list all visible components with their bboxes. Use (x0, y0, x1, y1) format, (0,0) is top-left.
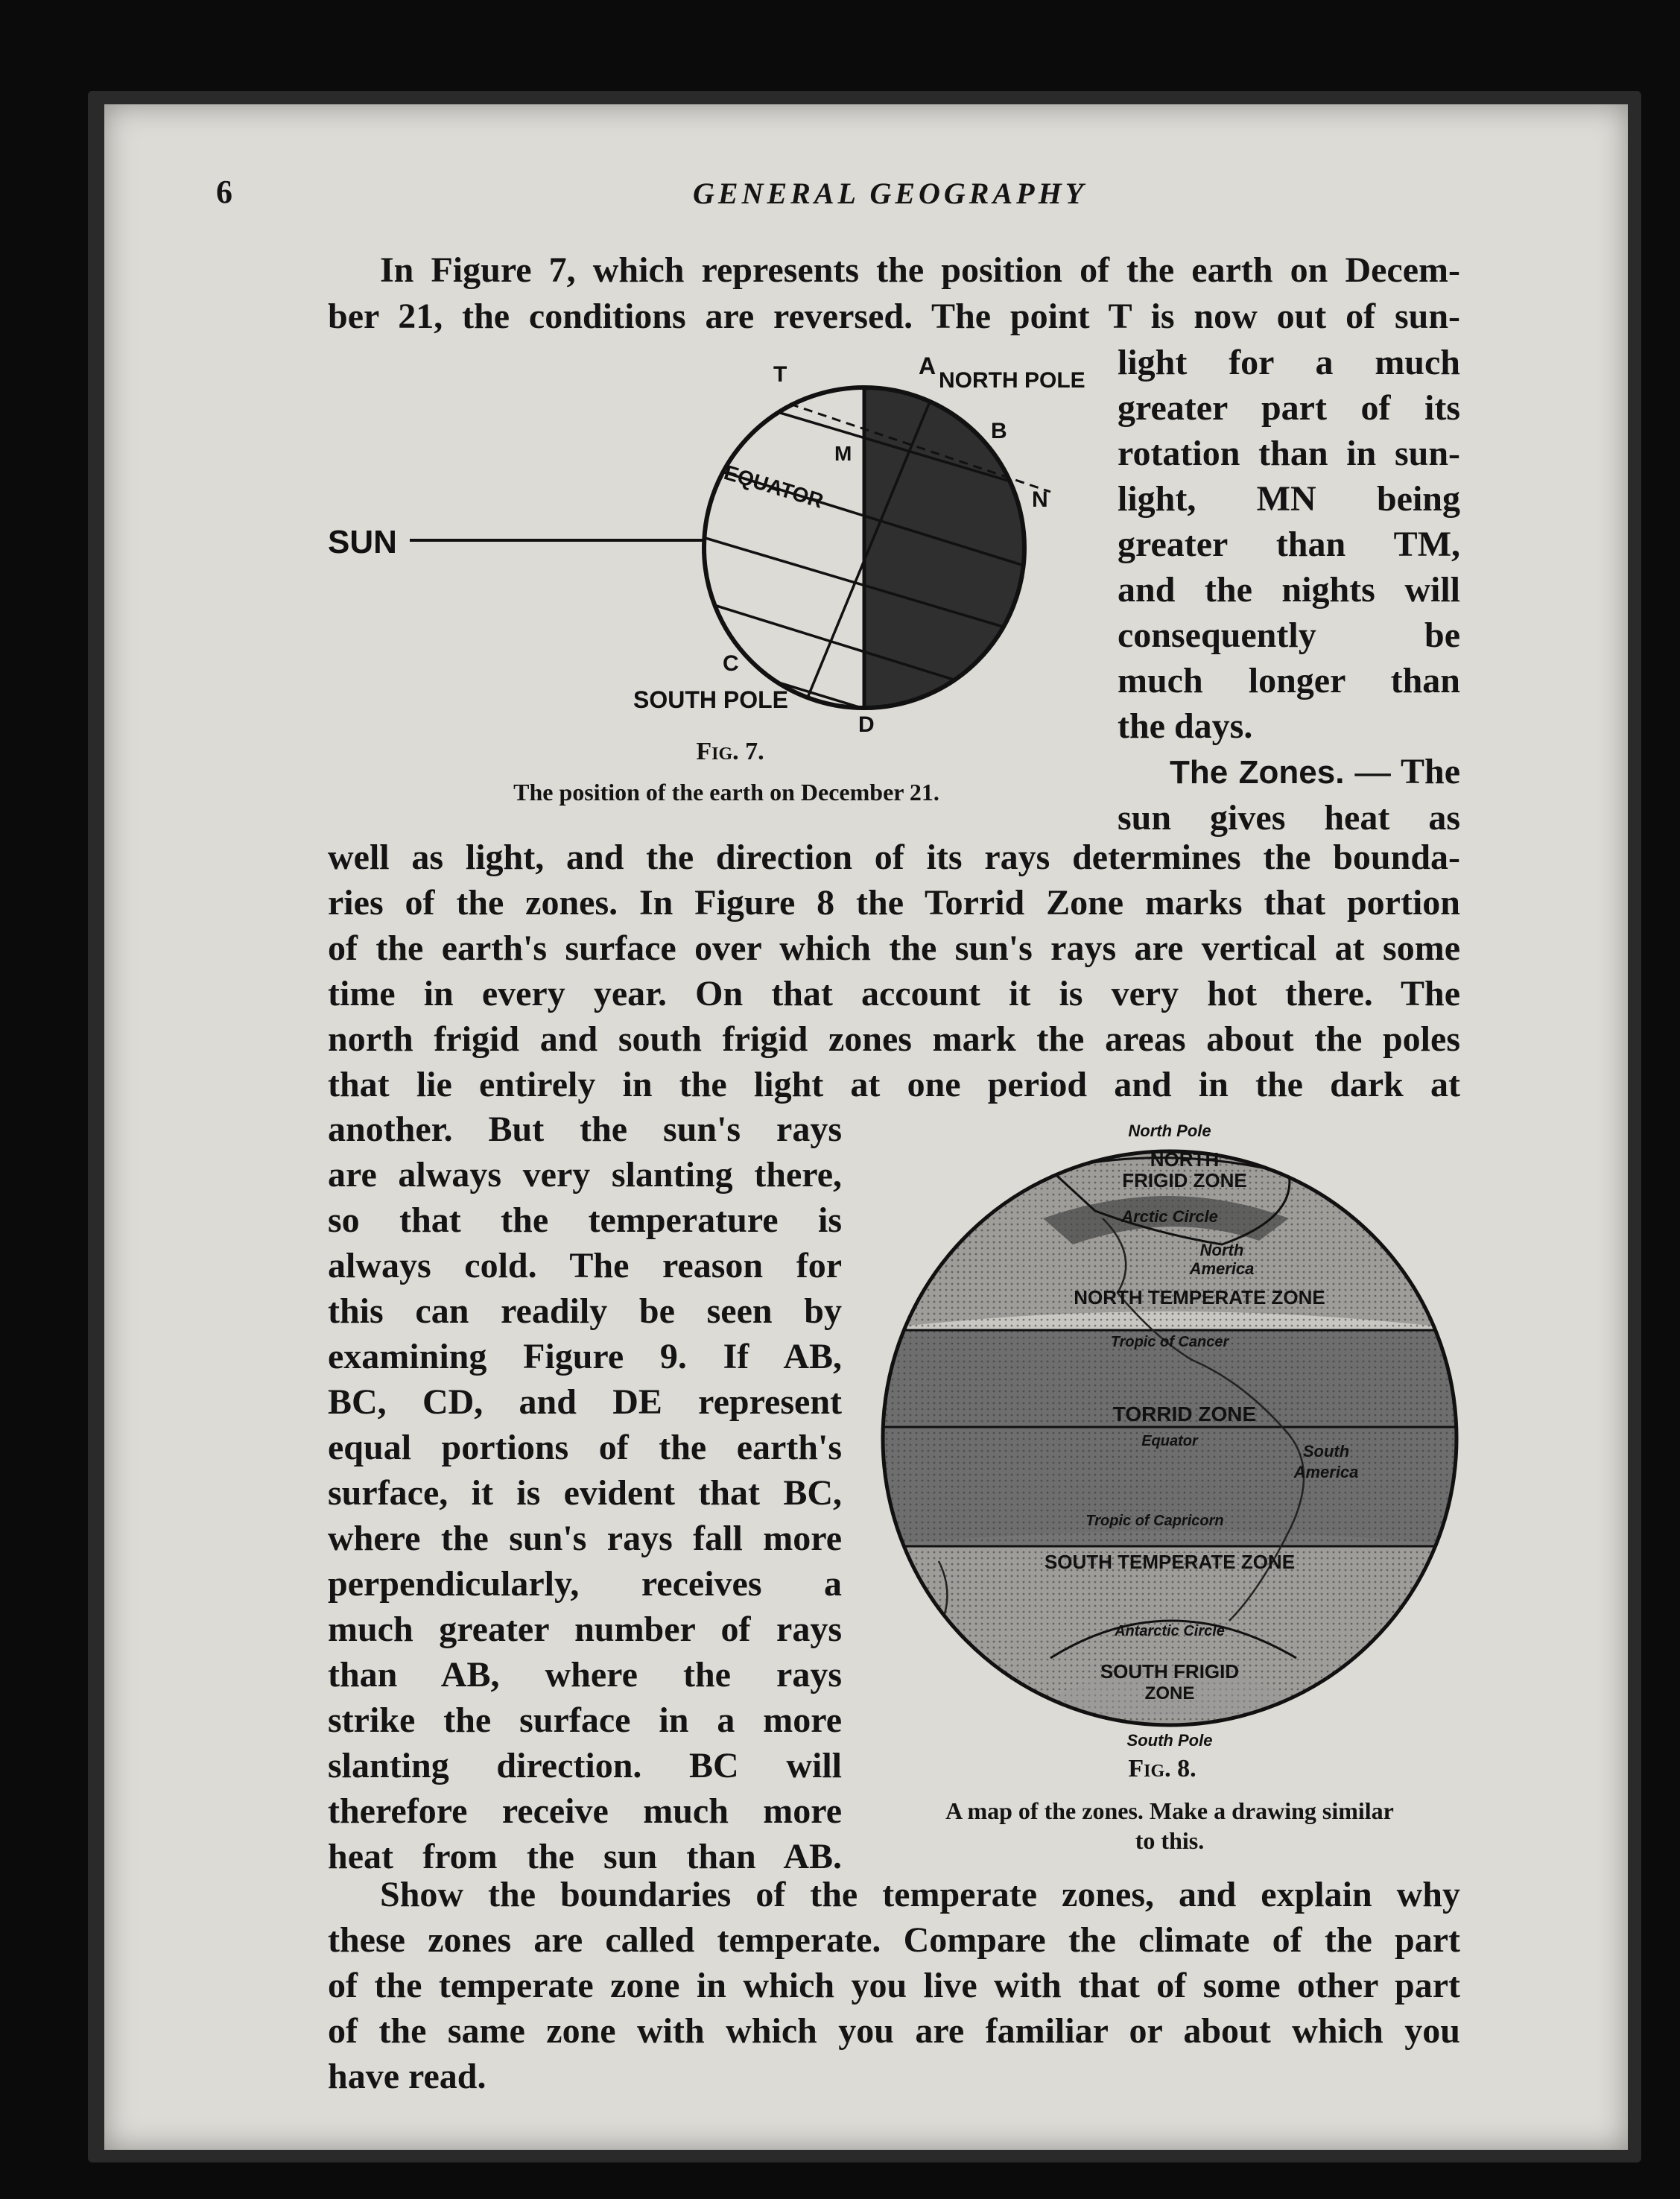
label-n: N (1032, 487, 1048, 512)
text-line: another. But the sun's rays (328, 1110, 842, 1149)
caption-line: to this. (1135, 1827, 1205, 1854)
text-line: light for a much (1118, 343, 1460, 382)
south-america-label: South (1302, 1442, 1350, 1461)
equator-label: Equator (1141, 1433, 1198, 1449)
final-paragraph (328, 1872, 1460, 2099)
figure-8-zone-map (872, 1114, 1468, 1755)
text-line: much greater number of rays (328, 1610, 842, 1649)
paragraph-line (328, 294, 1460, 339)
page-number: 6 (216, 174, 232, 210)
text-line: of the earth's surface over which the sun's rays are vertical at some (328, 928, 1460, 968)
text-line: consequently be (1118, 616, 1460, 655)
label-b: B (991, 419, 1007, 443)
figure-7-diagram (313, 350, 1118, 738)
text-line: the days. (1118, 706, 1253, 746)
text-line: greater than TM, (1118, 525, 1460, 564)
zones-heading: The Zones. (1170, 754, 1345, 791)
left-column-text (328, 1107, 842, 1879)
figure-7-number: Fig. 7. (696, 738, 764, 765)
south-frigid-label: ZONE (1144, 1683, 1195, 1703)
north-frigid-label: NORTH (1150, 1148, 1220, 1171)
text-line: ber 21, the conditions are reversed. The point T is now out of sun- (328, 297, 1460, 336)
text-line: equal portions of the earth's (328, 1428, 842, 1467)
text-line: than AB, where the rays (328, 1655, 842, 1695)
label-t: T (773, 362, 787, 387)
north-temperate-label: NORTH TEMPERATE ZONE (1074, 1286, 1325, 1309)
paragraph-line (328, 247, 1460, 293)
equator-label: EQUATOR (721, 461, 826, 513)
figure-8-number: Fig. 8. (1128, 1755, 1196, 1782)
text-line: light, MN being (1118, 479, 1460, 519)
text-line: north frigid and south frigid zones mark the areas about the poles (328, 1019, 1460, 1059)
text-line: slanting direction. BC will (328, 1746, 842, 1785)
south-america-label: America (1293, 1463, 1359, 1481)
text-line: perpendicularly, receives a (328, 1564, 842, 1604)
text-line: this can readily be seen by (328, 1291, 842, 1331)
text-line: rotation than in sun- (1118, 434, 1460, 473)
north-america-label: North (1199, 1241, 1244, 1259)
zones-heading-line (1118, 749, 1460, 795)
text-line: and the nights will (1118, 570, 1460, 610)
text-line: where the sun's rays fall more (328, 1519, 842, 1558)
figure-8-caption (872, 1796, 1468, 1855)
text-line: In Figure 7, which represents the position of the earth on Decem- (380, 250, 1460, 290)
torrid-zone-label: TORRID ZONE (1112, 1402, 1257, 1426)
text-line: always cold. The reason for (328, 1246, 842, 1285)
antarctic-circle-label: Antarctic Circle (1115, 1623, 1225, 1639)
south-frigid-label: SOUTH FRIGID (1100, 1660, 1240, 1683)
text-line: are always very slanting there, (328, 1155, 842, 1195)
full-width-text (328, 835, 1460, 1107)
north-pole-label: North Pole (1128, 1121, 1211, 1140)
south-pole-label: SOUTH POLE (633, 686, 789, 713)
text-line: examining Figure 9. If AB, (328, 1337, 842, 1376)
text-line: heat from the sun than AB. (328, 1837, 842, 1876)
text-line: have read. (328, 2057, 486, 2096)
running-head: GENERAL GEOGRAPHY (693, 177, 1088, 210)
text-line: sun gives heat as (1118, 798, 1460, 838)
text-line: greater part of its (1118, 388, 1460, 428)
sun-label: SUN (328, 524, 397, 560)
arctic-circle-label: Arctic Circle (1121, 1207, 1218, 1226)
north-frigid-label: FRIGID ZONE (1122, 1169, 1247, 1192)
north-america-label: America (1189, 1259, 1255, 1278)
text-line: well as light, and the direction of its rays determines the bounda- (328, 838, 1460, 877)
tropic-cancer-label: Tropic of Cancer (1110, 1334, 1229, 1350)
text-line: that lie entirely in the light at one period and in the dark at (328, 1065, 1460, 1104)
text-line: so that the temperature is (328, 1200, 842, 1240)
text-line: time in every year. On that account it is very hot there. The (328, 974, 1460, 1013)
text-line: much longer than (1118, 661, 1460, 700)
zones-dash: — The (1354, 752, 1461, 791)
text-line: BC, CD, and DE represent (328, 1382, 842, 1422)
south-temperate-label: SOUTH TEMPERATE ZONE (1044, 1551, 1296, 1573)
text-line: surface, it is evident that BC, (328, 1473, 842, 1513)
caption-line: A map of the zones. Make a drawing similar (945, 1797, 1394, 1824)
text-line: these zones are called temperate. Compare the climate of the part (328, 1920, 1460, 1960)
text-line: ries of the zones. In Figure 8 the Torrid Zone marks that portion (328, 883, 1460, 923)
right-column-text (1118, 340, 1460, 841)
text-line: Show the boundaries of the temperate zones, and explain why (380, 1875, 1460, 1914)
label-c: C (723, 651, 739, 676)
tropic-capricorn-label: Tropic of Capricorn (1085, 1513, 1224, 1529)
label-d: D (858, 712, 875, 737)
south-pole-label: South Pole (1126, 1731, 1213, 1750)
north-pole-label: NORTH POLE (939, 368, 1085, 393)
text-line: of the same zone with which you are familiar or about which you (328, 2011, 1460, 2051)
label-m: M (834, 442, 852, 465)
text-line: of the temperate zone in which you live with that of some other part (328, 1966, 1460, 2005)
figure-7-caption: The position of the earth on December 21. (513, 779, 939, 806)
text-line: strike the surface in a more (328, 1700, 842, 1740)
label-a: A (919, 352, 936, 379)
text-line: therefore receive much more (328, 1791, 842, 1831)
